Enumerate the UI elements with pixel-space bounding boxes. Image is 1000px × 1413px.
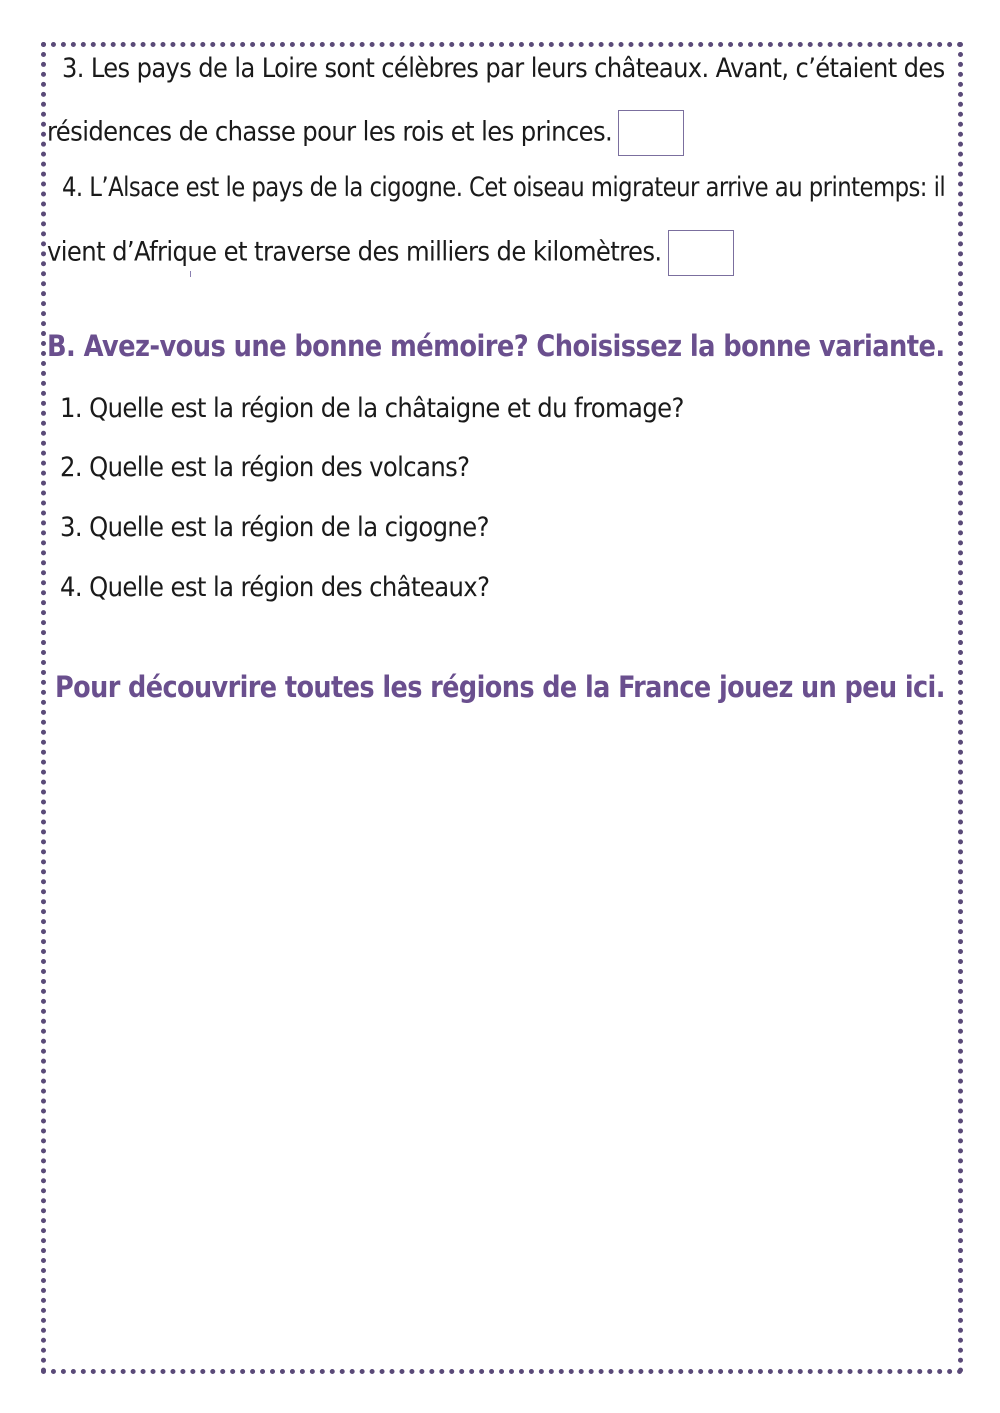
text-cursor-mark xyxy=(190,271,191,277)
exercise-a-item-4-line-1: 4. L’Alsace est le pays de la cigogne. Cet oiseau migrateur arrive au printemps: il xyxy=(62,172,946,203)
question-2: 2. Quelle est la région des volcans? xyxy=(60,452,470,483)
question-3: 3. Quelle est la région de la cigogne? xyxy=(60,512,489,543)
exercise-a-item-3-text: résidences de chasse pour les rois et les princes. xyxy=(47,116,613,148)
exercise-a-item-4-text: vient d’Afrique et traverse des milliers de kilomètres. xyxy=(47,236,662,268)
exercise-a-item-3-line-2 xyxy=(47,110,684,156)
answer-box-item-4[interactable] xyxy=(668,230,734,276)
answer-box-item-3[interactable] xyxy=(618,110,684,156)
regions-game-link[interactable]: Pour découvrire toutes les régions de la France jouez un peu ici. xyxy=(55,670,945,704)
question-4: 4. Quelle est la région des châteaux? xyxy=(60,572,490,603)
exercise-a-item-3-line-1: 3. Les pays de la Loire sont célèbres par leurs châteaux. Avant, c’étaient des xyxy=(62,53,945,84)
exercise-a-item-4-line-2 xyxy=(47,230,734,276)
exercise-b-heading: B. Avez-vous une bonne mémoire? Choisissez la bonne variante. xyxy=(47,329,945,363)
question-1: 1. Quelle est la région de la châtaigne et du fromage? xyxy=(60,393,684,424)
